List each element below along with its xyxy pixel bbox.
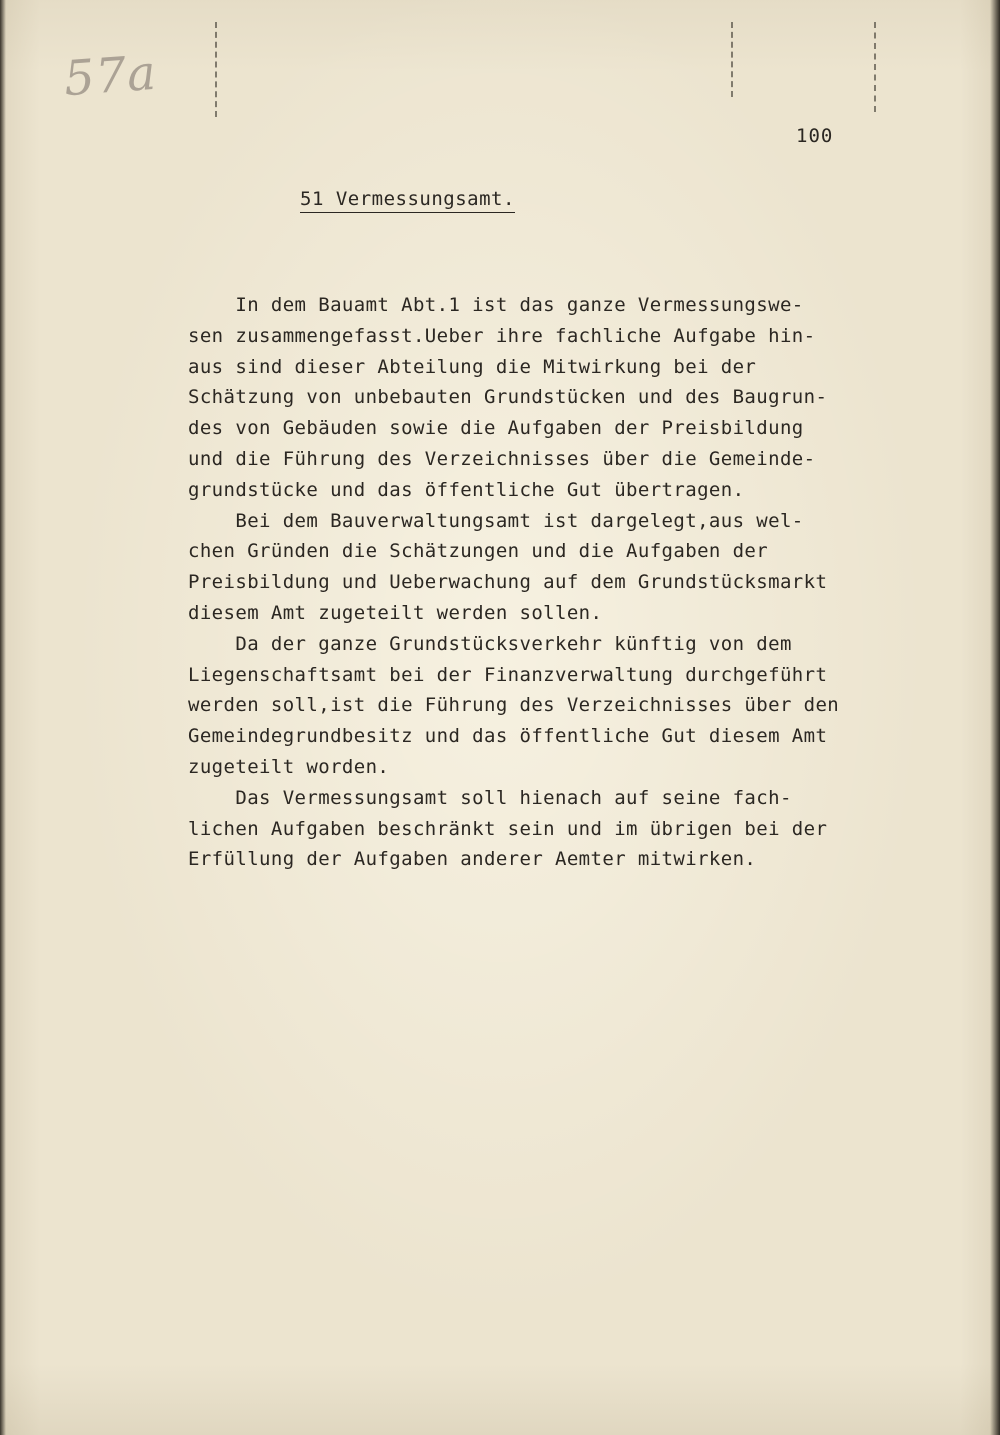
text-line: Liegenschaftsamt bei der Finanzverwaltung durchgeführt — [188, 663, 828, 686]
text-line: In dem Bauamt Abt.1 ist das ganze Vermessungswe- — [235, 294, 804, 316]
text-line: werden soll,ist die Führung des Verzeichnisses über den — [188, 694, 840, 717]
text-line: Gemeindegrundbesitz und das öffentliche Gut diesem Amt — [188, 725, 828, 748]
fold-mark-left — [215, 22, 217, 117]
body-text — [188, 290, 898, 875]
text-line: chen Gründen die Schätzungen und die Aufgaben der — [188, 540, 769, 563]
page-number: 100 — [796, 125, 834, 147]
fold-mark-middle — [731, 22, 733, 97]
page-edge-right — [990, 0, 1000, 1435]
text-line: des von Gebäuden sowie die Aufgaben der Preisbildung — [188, 417, 804, 440]
text-line: grundstücke und das öffentliche Gut übertragen. — [188, 478, 745, 501]
text-line: diesem Amt zugeteilt werden sollen. — [188, 601, 603, 624]
text-line: Schätzung von unbebauten Grundstücken und des Baugrun- — [188, 386, 828, 409]
text-line: und die Führung des Verzeichnisses über die Gemeinde- — [188, 447, 816, 470]
text-line: sen zusammengefasst.Ueber ihre fachliche Aufgabe hin- — [188, 324, 816, 347]
section-heading: 51 Vermessungsamt. — [300, 188, 515, 213]
page-edge-left — [0, 0, 6, 1435]
text-line: Preisbildung und Ueberwachung auf dem Grundstücksmarkt — [188, 571, 828, 594]
text-line: lichen Aufgaben beschränkt sein und im übrigen bei der — [188, 817, 828, 840]
text-line: Erfüllung der Aufgaben anderer Aemter mitwirken. — [188, 848, 757, 871]
text-line: Bei dem Bauverwaltungsamt ist dargelegt,aus wel- — [235, 509, 804, 532]
text-line: aus sind dieser Abteilung die Mitwirkung bei der — [188, 355, 757, 378]
text-line: Das Vermessungsamt soll hienach auf seine fach- — [235, 786, 792, 809]
text-line: Da der ganze Grundstücksverkehr künftig von dem — [235, 632, 792, 655]
handwritten-page-note: 57a — [62, 44, 159, 108]
text-line: zugeteilt worden. — [188, 755, 390, 778]
fold-mark-right — [874, 22, 876, 112]
